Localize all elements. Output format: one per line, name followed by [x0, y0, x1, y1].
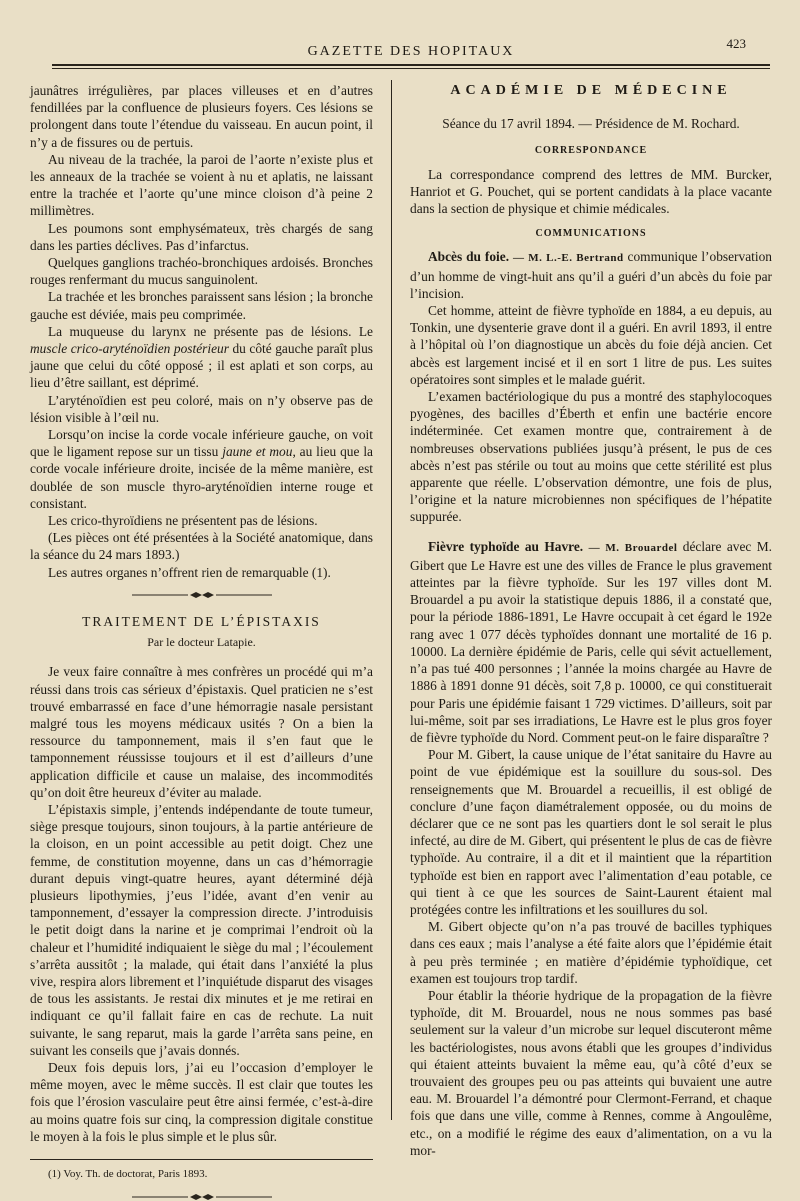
autopsy-paragraph-9: Les crico-thyroïdiens ne présentent pas de lésions. — [48, 513, 318, 529]
page-number: 423 — [726, 36, 746, 51]
autopsy-paragraph-4: Quelques ganglions trachéo-bronchiques ardoisés. Bronches rouges renfermant du mucus sanguinolent. — [30, 255, 373, 288]
communications-heading: COMMUNICATIONS — [535, 228, 647, 240]
text-run: La muqueuse du larynx ne présente pas de lésions. Le — [48, 323, 373, 339]
italic-term: jaune et mou — [222, 444, 293, 460]
text-run: du côté gauche paraît plus jaune que celui du côté opposé ; il est aplati et son corps, au lieu d’être saillant, est déprimé. — [30, 341, 374, 391]
ornament-divider — [30, 1193, 373, 1201]
text-run: , au lieu que la corde vocale inférieure droite, incisée de la même manière, est doublée de son muscle thyro-aryténoïdien interne rouge et consistant. — [30, 444, 373, 511]
text-run: communique l’observation d’un homme de vingt-huit ans qu’il a guéri d’un abcès du foie par l’incision. — [410, 249, 772, 301]
abces-paragraph-1 — [410, 248, 772, 302]
fievre-paragraph-2: Pour M. Gibert, la cause unique de l’état sanitaire du Havre au point de vue épidémique est la souillure du sous-sol. Des renseignements que M. Brouardel a recueillis, il est obligé de conclure d’une façon diamétralement opposée, ou du moins de déclarer que ce ne sont pas les quartiers dont le sol serait le plus infecté, au dire de M. Gibert, qui présentent le plus de cas de fièvre typhoïde. Au contraire, il a dit et il maintient que la répartition typhoïde est bien en rapport avec l’alimentation d’eau potable, ce qui tient à ce que les sources de Saint-Laurent étaient mal protégées contre les infiltrations et les souillures du sol. — [410, 747, 772, 917]
page-header — [52, 34, 770, 64]
left-column — [30, 82, 374, 1180]
italic-term: muscle crico-aryténoïdien postérieur — [30, 341, 229, 357]
autopsy-paragraph-7: L’aryténoïdien est peu coloré, mais on n’y observe pas de lésion visible à l’œil nu. — [30, 392, 373, 425]
epistaxis-paragraph-1: Je veux faire connaître à mes confrères un procédé qui m’a réussi dans trois cas sérieux d’épistaxis. Quel praticien ne s’est trouvé embarrassé en face d’une hémorragie nasale persistant malgré tous les moyens médicaux usités ? On a bien la ressource du tamponnement, mais il s’en faut que le tamponnement réussisse toujours et il est d’ailleurs d’une application difficile et cause un malaise, des incommodités qu’on doit être heureux d’éviter au malade. — [30, 664, 373, 800]
footnote-rule — [30, 1159, 373, 1160]
text-run: déclare avec M. Gibert que Le Havre est une des villes de France le plus gravement atteintes par la fièvre typhoïde. Sur les 197 villes dont M. Brouardel a pu avoir la statistique depuis 1886, il a constaté que, pour la période 1886-1891, Le Havre occupait à cet égard le 192e rang avec 1 077 décès typhoïdes donnant une mortalité de 16 p. 10000. La dernière épidémie de Paris, celle qui sévit actuellement, n’a pas tué 400 personnes ; l’année la moins chargée au Havre de 1886 à 1891 donne 91 décès, soit 7,8 p. 10000, ce qui constituerait pour Paris une épidémie faisant 1 729 victimes. D’ailleurs, soit par lui-même, soit par ses irradiations, Le Havre est le plus gros foyer de fièvre typhoïde du Nord. Comment peut-on le faire disparaître ? — [410, 538, 772, 745]
right-column — [410, 82, 772, 1158]
ornament-rule-icon — [132, 1193, 272, 1201]
autopsy-paragraph-10: (Les pièces ont été présentées à la Société anatomique, dans la séance du 24 mars 1893.) — [30, 530, 373, 563]
section-title: TRAITEMENT DE L’ÉPISTAXIS — [82, 613, 321, 629]
text-run: Lorsqu’on incise la corde vocale inférieure gauche, on voit que le ligament repose sur un tissu — [30, 427, 373, 460]
autopsy-paragraph-6 — [30, 323, 373, 392]
autopsy-paragraph-3: Les poumons sont emphysémateux, très chargés de sang dans les parties déclives. Pas d’infarctus. — [30, 220, 373, 253]
header-rule — [52, 64, 770, 69]
abces-paragraph-2: Cet homme, atteint de fièvre typhoïde en 1884, a eu depuis, au Tonkin, une dysenterie grave dont il a guéri. En avril 1893, il entre à l’hôpital où l’on diagnostique un abcès du foie déjà ancien. Cet abcès est largement incisé et il en sort 1 litre de pus. Les suites opératoires sont simples et le malade guérit. — [410, 303, 772, 387]
article-title: Abcès du foie. — [428, 249, 510, 265]
abces-paragraph-3: L’examen bactériologique du pus a montré des staphylocoques pyogènes, des bacilles d’Éberth et enfin une bactérie encore indéterminée. Cet examen montre que, contrairement à de nombreuses observations publiées jusqu’à présent, le pus de ces abcès n’est pas stérile ou tout au moins que cette stérilité est plus apparente que réelle. L’observation démontre, une fois de plus, l’origine et la nature microbiennes non spécifiques de l’hépatite suppurée. — [410, 389, 772, 525]
epistaxis-paragraph-3: Deux fois depuis lors, j’ai eu l’occasion d’employer le même moyen, avec le même succès. Il est clair que toutes les fois que l’érosion vasculaire peut être ainsi fermée, c’est-à-dire au moins quatre fois sur cinq, la compression digitale constitue le moyen à la fois le plus simple et le plus sûr. — [30, 1059, 373, 1144]
article-author: — M. Brouardel — [588, 541, 678, 554]
fievre-paragraph-1 — [410, 538, 772, 746]
byline: Par le docteur Latapie. — [147, 635, 256, 650]
article-author: — M. L.-E. Bertrand — [512, 252, 624, 265]
autopsy-paragraph-8 — [30, 426, 373, 512]
epistaxis-paragraph-2: L’épistaxis simple, j’entends indépendante de toute tumeur, siège presque toujours, sinon toujours, à la partie antérieure de la cloison, en un point accessible au petit doigt. Chez une femme, de constitution moyenne, dans un cas d’hémorragie durant depuis vingt-quatre heures, ayant déterminé déjà plusieurs lipothymies, j’eus l’idée, avant d’en venir au tamponnement, d’essayer la compression directe. J’introduisis le petit doigt dans la narine et je comprimai l’endroit où la chaleur et l’humidité indiquaient le siège du mal ; l’écoulement s’arrêta aussitôt ; la malade, qui était dans l’anxiété la plus vive, respira alors librement et l’inquiétude disparut des visages de tous les assistants. Je restai dix minutes et je me retirai en indiquant ce qu’il fallait faire en cas de rechute. La nuit suivante, le sang reparut, mais la garde l’arrêta sans peine, en suivant les conseils que j’avais donnés. — [30, 801, 373, 1058]
autopsy-paragraph-2: Au niveau de la trachée, la paroi de l’aorte n’existe plus et les anneaux de la trachée se voient à nu et aplatis, ne laissant entre la trachée et l’aorte qu’une mince cloison d’à peine 2 millimètres. — [30, 151, 373, 219]
session-line: Séance du 17 avril 1894. — Présidence de M. Rochard. — [442, 116, 740, 132]
autopsy-paragraph-1: jaunâtres irrégulières, par places villeuses et en d’autres fendillées par la confluence de plusieurs foyers. Ces lésions se prolongent dans toute l’étendue du vaisseau. En aucun point, il n’y a de fissures ou de pertuis. — [30, 83, 373, 150]
correspondance-heading: CORRESPONDANCE — [534, 145, 648, 157]
ornament-rule-icon — [132, 591, 272, 599]
journal-title: GAZETTE DES HOPITAUX — [307, 44, 515, 59]
column-separator — [391, 80, 392, 1120]
autopsy-paragraph-11: Les autres organes n’offrent rien de remarquable (1). — [48, 564, 331, 580]
fievre-paragraph-3: M. Gibert objecte qu’on n’a pas trouvé de bacilles typhiques dans ces eaux ; mais l’analyse a été faite alors que l’épidémie était à peu près terminée ; en matière d’épidémie typhoïdique, cet examen est toujours trop tardif. — [410, 919, 772, 986]
fievre-paragraph-4: Pour établir la théorie hydrique de la propagation de la fièvre typhoïde, dit M. Brouardel, nous ne nous sommes pas basé seulement sur la valeur d’un microbe sur lequel discuteront même les bactériologistes, nous avons établi que les groupes d’individus qui étaient atteints buvaient la même eau, qu’à côté d’eux se trouvaient des groupes peu ou pas atteints qui buvaient une autre eau. M. Brouardel l’a démontré pour Clermont-Ferrand, et chaque fois que dans une ville, comme à Rennes, comme à Angoulême, etc., on a modifié le régime des eaux d’alimentation, on a vu la mor- — [410, 987, 772, 1158]
spacer — [410, 526, 772, 538]
academy-title: ACADÉMIE DE MÉDECINE — [450, 83, 732, 98]
footnote: (1) Voy. Th. de doctorat, Paris 1893. — [48, 1167, 208, 1180]
correspondance-paragraph: La correspondance comprend des lettres de MM. Burcker, Hanriot et G. Pouchet, qui se portent candidats à la place vacante dans la section de physique et chimie médicales. — [410, 166, 772, 217]
ornament-divider — [30, 591, 373, 599]
article-title: Fièvre typhoïde au Havre. — [428, 538, 584, 554]
autopsy-paragraph-5: La trachée et les bronches paraissent sans lésion ; la bronche gauche est déviée, mais peu comprimée. — [30, 289, 373, 322]
